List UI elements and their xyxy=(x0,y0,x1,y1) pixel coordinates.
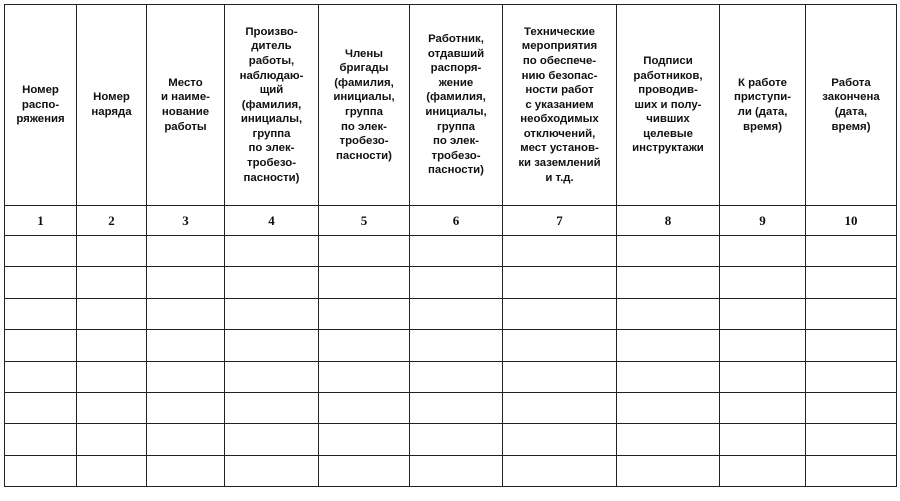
blank-cell xyxy=(503,298,617,329)
blank-cell xyxy=(503,455,617,486)
blank-cell xyxy=(319,330,410,361)
blank-cell xyxy=(225,424,319,455)
table-row xyxy=(5,267,897,298)
header-work-location: Место и наиме- нование работы xyxy=(147,5,225,206)
blank-cell xyxy=(225,392,319,423)
blank-cell xyxy=(319,298,410,329)
header-order-issuer: Работник, отдавший распоря- жение (фамилия, инициалы, группа по элек- тробезо- пасности) xyxy=(410,5,503,206)
work-order-log-form xyxy=(4,4,897,487)
blank-cell xyxy=(617,455,720,486)
blank-cell xyxy=(5,298,77,329)
blank-cell xyxy=(503,236,617,267)
blank-cell xyxy=(77,392,147,423)
blank-cell xyxy=(147,236,225,267)
blank-cell xyxy=(147,392,225,423)
blank-cell xyxy=(5,330,77,361)
blank-cell xyxy=(77,298,147,329)
blank-cell xyxy=(410,392,503,423)
blank-cell xyxy=(503,267,617,298)
blank-cell xyxy=(806,236,897,267)
blank-cell xyxy=(503,330,617,361)
blank-cell xyxy=(503,361,617,392)
table-row xyxy=(5,361,897,392)
blank-cell xyxy=(617,330,720,361)
blank-cell xyxy=(77,330,147,361)
column-number: 7 xyxy=(503,206,617,236)
blank-cell xyxy=(806,361,897,392)
blank-cell xyxy=(225,330,319,361)
blank-cell xyxy=(503,424,617,455)
blank-cell xyxy=(617,361,720,392)
blank-cell xyxy=(77,361,147,392)
blank-cell xyxy=(720,298,806,329)
blank-cell xyxy=(806,424,897,455)
blank-cell xyxy=(410,361,503,392)
table-row xyxy=(5,455,897,486)
blank-cell xyxy=(77,236,147,267)
column-number: 3 xyxy=(147,206,225,236)
blank-cell xyxy=(617,424,720,455)
work-order-log-table xyxy=(4,4,897,487)
blank-cell xyxy=(319,392,410,423)
blank-cell xyxy=(617,392,720,423)
header-row xyxy=(5,5,897,206)
column-number: 2 xyxy=(77,206,147,236)
header-briefing-signatures: Подписи работников, проводив- ших и полу- чивших целевые инструктажи xyxy=(617,5,720,206)
blank-cell xyxy=(319,361,410,392)
column-number: 6 xyxy=(410,206,503,236)
blank-cell xyxy=(806,455,897,486)
blank-cell xyxy=(410,298,503,329)
column-number: 10 xyxy=(806,206,897,236)
blank-cell xyxy=(225,361,319,392)
header-work-started: К работе приступи- ли (дата, время) xyxy=(720,5,806,206)
blank-cell xyxy=(5,267,77,298)
blank-cell xyxy=(77,455,147,486)
table-row xyxy=(5,298,897,329)
blank-cell xyxy=(720,330,806,361)
header-permit-number: Номер наряда xyxy=(77,5,147,206)
blank-cell xyxy=(410,267,503,298)
blank-cell xyxy=(617,267,720,298)
blank-cell xyxy=(720,236,806,267)
column-number: 9 xyxy=(720,206,806,236)
blank-cell xyxy=(225,236,319,267)
blank-cell xyxy=(720,267,806,298)
blank-cell xyxy=(225,455,319,486)
blank-cell xyxy=(147,330,225,361)
table-row xyxy=(5,236,897,267)
header-safety-measures: Технические мероприятия по обеспече- нию безопас- ности работ с указанием необходимых отключений, мест установ- ки заземлений и т.д. xyxy=(503,5,617,206)
blank-cell xyxy=(77,267,147,298)
table-row xyxy=(5,392,897,423)
blank-cell xyxy=(720,361,806,392)
column-number-row xyxy=(5,206,897,236)
column-number: 4 xyxy=(225,206,319,236)
table-row xyxy=(5,424,897,455)
blank-cell xyxy=(617,298,720,329)
blank-cell xyxy=(147,298,225,329)
column-number: 8 xyxy=(617,206,720,236)
blank-cell xyxy=(319,236,410,267)
blank-cell xyxy=(410,236,503,267)
header-work-supervisor: Произво- дитель работы, наблюдаю- щий (фамилия, инициалы, группа по элек- тробезо- пасности) xyxy=(225,5,319,206)
blank-cell xyxy=(720,424,806,455)
blank-cell xyxy=(410,424,503,455)
blank-cell xyxy=(225,267,319,298)
column-number: 1 xyxy=(5,206,77,236)
blank-cell xyxy=(5,361,77,392)
header-order-number: Номер распо- ряжения xyxy=(5,5,77,206)
blank-cell xyxy=(410,330,503,361)
blank-cell xyxy=(617,236,720,267)
blank-cell xyxy=(806,267,897,298)
header-crew-members: Члены бригады (фамилия, инициалы, группа по элек- тробезо- пасности) xyxy=(319,5,410,206)
blank-cell xyxy=(5,424,77,455)
blank-cell xyxy=(319,267,410,298)
blank-cell xyxy=(319,424,410,455)
blank-cell xyxy=(319,455,410,486)
blank-cell xyxy=(147,424,225,455)
header-work-finished: Работа закончена (дата, время) xyxy=(806,5,897,206)
blank-cell xyxy=(410,455,503,486)
blank-cell xyxy=(806,330,897,361)
blank-cell xyxy=(806,392,897,423)
blank-cell xyxy=(806,298,897,329)
blank-cell xyxy=(503,392,617,423)
blank-cell xyxy=(5,236,77,267)
blank-cell xyxy=(5,455,77,486)
blank-cell xyxy=(5,392,77,423)
table-row xyxy=(5,330,897,361)
blank-cell xyxy=(225,298,319,329)
blank-cell xyxy=(720,455,806,486)
column-number: 5 xyxy=(319,206,410,236)
blank-cell xyxy=(147,361,225,392)
blank-cell xyxy=(147,267,225,298)
blank-cell xyxy=(147,455,225,486)
entry-rows xyxy=(5,236,897,487)
blank-cell xyxy=(720,392,806,423)
blank-cell xyxy=(77,424,147,455)
